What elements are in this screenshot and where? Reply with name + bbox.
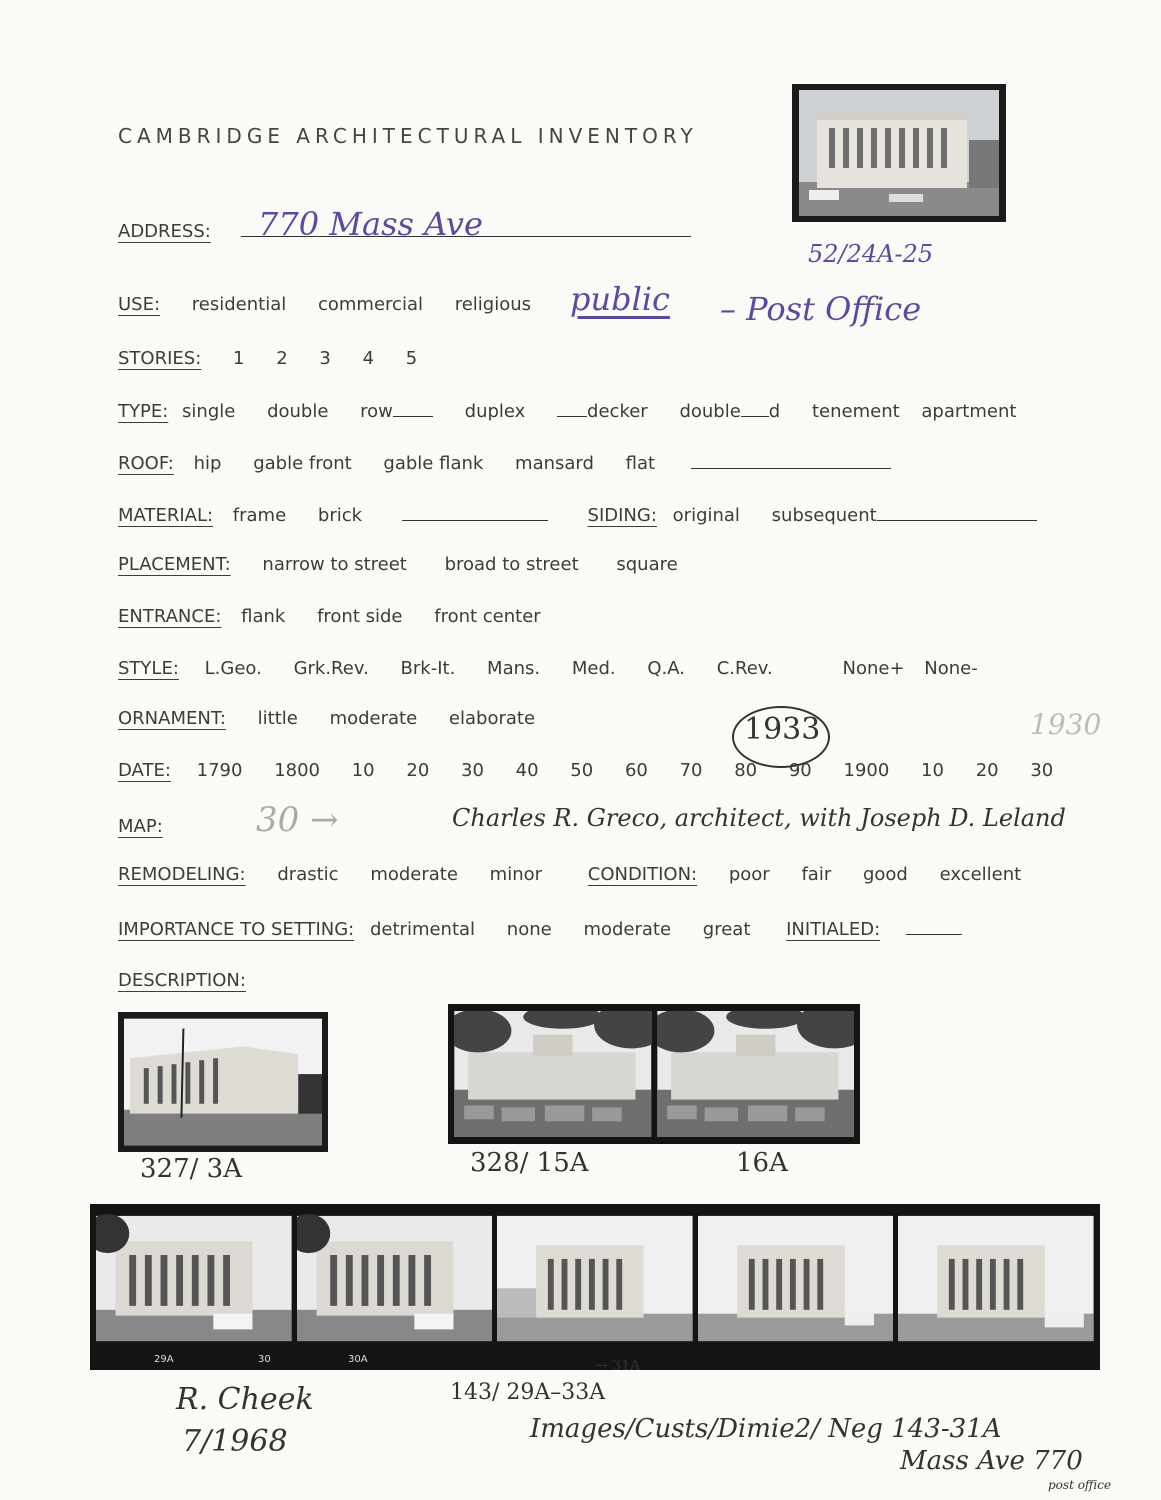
- description-label: DESCRIPTION:: [118, 970, 246, 991]
- entrance-option[interactable]: front side: [317, 606, 403, 627]
- stories-row: [118, 348, 417, 369]
- type-option[interactable]: decker: [587, 401, 648, 422]
- photo-strip-front-parking: [448, 1004, 860, 1144]
- siding-label: SIDING:: [587, 505, 657, 526]
- date-side-note: 1930: [1030, 708, 1102, 741]
- date-option[interactable]: 80: [734, 760, 758, 781]
- style-option[interactable]: Brk-It.: [400, 658, 456, 679]
- photo-date-note: 7/1968: [182, 1424, 288, 1459]
- bottom-frame-image: [297, 1211, 493, 1346]
- condition-option[interactable]: poor: [728, 864, 770, 885]
- date-option[interactable]: 10: [921, 760, 944, 781]
- remodeling-option[interactable]: drastic: [277, 864, 339, 885]
- type-option[interactable]: double: [679, 401, 741, 422]
- type-option[interactable]: double: [267, 401, 329, 422]
- ornament-row: [118, 708, 535, 729]
- style-option[interactable]: Grk.Rev.: [293, 658, 369, 679]
- style-option[interactable]: Mans.: [487, 658, 541, 679]
- date-option[interactable]: 1800: [274, 760, 320, 781]
- roof-option[interactable]: hip: [193, 453, 222, 474]
- strip-frame-number: 30: [258, 1354, 271, 1365]
- siding-option[interactable]: original: [672, 505, 740, 526]
- photo-ref-note: 52/24A-25: [808, 240, 934, 268]
- photo-strip-bottom: [90, 1204, 1100, 1370]
- remodeling-option[interactable]: moderate: [370, 864, 458, 885]
- date-option[interactable]: 1900: [843, 760, 890, 781]
- date-option[interactable]: 30: [1030, 760, 1054, 781]
- bottom-frame-image: [96, 1211, 292, 1346]
- address-value: 770 Mass Ave: [258, 205, 483, 243]
- negative-ref-note: 143/ 29A–33A: [450, 1380, 606, 1405]
- strip-arrow-note: → 31A: [596, 1358, 641, 1374]
- type-option[interactable]: row: [360, 401, 393, 422]
- placement-label: PLACEMENT:: [118, 554, 231, 575]
- condition-option[interactable]: fair: [801, 864, 832, 885]
- use-option[interactable]: commercial: [317, 294, 423, 315]
- date-option[interactable]: 40: [515, 760, 539, 781]
- stories-option[interactable]: 5: [405, 348, 418, 369]
- entrance-row: [118, 606, 541, 627]
- label-middle-right: 16A: [736, 1148, 788, 1178]
- architect-note: Charles R. Greco, architect, with Joseph D. Leland: [452, 804, 1066, 832]
- remodeling-row: [118, 864, 1021, 885]
- date-option[interactable]: 60: [624, 760, 648, 781]
- ornament-option[interactable]: moderate: [329, 708, 418, 729]
- remodeling-label: REMODELING:: [118, 864, 246, 885]
- description-row: [118, 970, 246, 991]
- condition-option[interactable]: excellent: [939, 864, 1022, 885]
- map-value: 30 →: [256, 800, 339, 840]
- bottom-right-note: Mass Ave 770: [900, 1446, 1083, 1476]
- style-label: STYLE:: [118, 658, 179, 679]
- images-line-note: Images/Custs/Dimie2/ Neg 143-31A: [530, 1414, 1002, 1444]
- type-option[interactable]: d: [768, 401, 781, 422]
- ornament-option[interactable]: little: [257, 708, 298, 729]
- date-option[interactable]: 50: [570, 760, 594, 781]
- front-parking-image-2: [657, 1011, 855, 1137]
- date-option[interactable]: 30: [461, 760, 484, 781]
- style-option[interactable]: L.Geo.: [204, 658, 262, 679]
- initialed-label: INITIALED:: [786, 919, 881, 940]
- entrance-label: ENTRANCE:: [118, 606, 222, 627]
- importance-row: [118, 916, 962, 940]
- form-title: CAMBRIDGE ARCHITECTURAL INVENTORY: [118, 124, 698, 148]
- label-left-photo: 327/ 3A: [140, 1154, 242, 1184]
- date-option[interactable]: 1790: [196, 760, 243, 781]
- ornament-option[interactable]: elaborate: [448, 708, 536, 729]
- strip-frame-number: 29A: [154, 1354, 174, 1365]
- roof-option[interactable]: gable flank: [383, 453, 484, 474]
- style-option[interactable]: None-: [924, 658, 978, 679]
- photo-corner-view: [118, 1012, 328, 1152]
- ornament-label: ORNAMENT:: [118, 708, 226, 729]
- date-row: [118, 760, 1053, 781]
- importance-option[interactable]: moderate: [583, 919, 672, 940]
- stories-option[interactable]: 1: [233, 348, 245, 369]
- map-row: [118, 816, 163, 837]
- use-option[interactable]: residential: [191, 294, 287, 315]
- importance-option[interactable]: detrimental: [369, 919, 476, 940]
- style-row: [118, 658, 978, 679]
- stories-option[interactable]: 2: [276, 348, 288, 369]
- initialed-blank[interactable]: [906, 916, 962, 935]
- material-option[interactable]: brick: [317, 505, 363, 526]
- stories-option[interactable]: 4: [362, 348, 375, 369]
- map-label: MAP:: [118, 816, 163, 837]
- use-row: [118, 294, 531, 315]
- corner-view-image: [124, 1018, 322, 1146]
- placement-option[interactable]: square: [616, 554, 678, 575]
- use-label: USE:: [118, 294, 161, 315]
- use-option[interactable]: religious: [454, 294, 532, 315]
- roof-option[interactable]: gable front: [253, 453, 352, 474]
- photographer-note: R. Cheek: [176, 1382, 314, 1417]
- strip-frame-number: 30A: [348, 1354, 368, 1365]
- address-label: ADDRESS:: [118, 221, 211, 242]
- type-option[interactable]: apartment: [921, 401, 1017, 422]
- roof-label: ROOF:: [118, 453, 174, 474]
- roof-row: [118, 450, 891, 474]
- importance-option[interactable]: great: [702, 919, 751, 940]
- placement-option[interactable]: narrow to street: [262, 554, 407, 575]
- roof-option[interactable]: flat: [625, 453, 656, 474]
- placement-option[interactable]: broad to street: [444, 554, 579, 575]
- bottom-frame-image: [497, 1211, 693, 1346]
- material-label: MATERIAL:: [118, 505, 214, 526]
- material-row: [118, 502, 1037, 526]
- bottom-frame-image: [898, 1211, 1094, 1346]
- style-option[interactable]: Med.: [571, 658, 616, 679]
- bottom-frame-image: [698, 1211, 894, 1346]
- post-office-photo-image: [798, 90, 1000, 216]
- type-label: TYPE:: [118, 401, 169, 422]
- type-row: [118, 398, 1016, 422]
- type-option[interactable]: duplex: [464, 401, 526, 422]
- date-option[interactable]: 90: [788, 760, 812, 781]
- bottom-right-small-note: post office: [1048, 1478, 1112, 1492]
- style-option[interactable]: C.Rev.: [716, 658, 773, 679]
- style-option[interactable]: Q.A.: [647, 658, 685, 679]
- use-value: public: [570, 280, 670, 318]
- stories-option[interactable]: 3: [319, 348, 331, 369]
- material-option[interactable]: frame: [232, 505, 287, 526]
- date-label: DATE:: [118, 760, 171, 781]
- use-extra: – Post Office: [720, 290, 922, 328]
- remodeling-option[interactable]: minor: [489, 864, 543, 885]
- front-parking-image-1: [454, 1011, 652, 1137]
- condition-label: CONDITION:: [587, 864, 698, 885]
- type-option[interactable]: tenement: [811, 401, 900, 422]
- date-option[interactable]: 10: [351, 760, 375, 781]
- top-building-photo: [792, 84, 1006, 222]
- label-middle-strip: 328/ 15A: [470, 1148, 589, 1178]
- siding-option[interactable]: subsequent: [771, 505, 877, 526]
- entrance-option[interactable]: front center: [434, 606, 541, 627]
- style-option[interactable]: None+: [842, 658, 905, 679]
- importance-label: IMPORTANCE TO SETTING:: [118, 919, 355, 940]
- importance-option[interactable]: none: [506, 919, 552, 940]
- roof-option[interactable]: mansard: [515, 453, 594, 474]
- date-option[interactable]: 70: [679, 760, 703, 781]
- date-circled-value: 1933: [744, 712, 821, 747]
- date-option[interactable]: 20: [406, 760, 430, 781]
- date-option[interactable]: 20: [975, 760, 999, 781]
- type-option[interactable]: single: [182, 401, 236, 422]
- condition-option[interactable]: good: [862, 864, 908, 885]
- stories-label: STORIES:: [118, 348, 202, 369]
- entrance-option[interactable]: flank: [241, 606, 286, 627]
- placement-row: [118, 554, 678, 575]
